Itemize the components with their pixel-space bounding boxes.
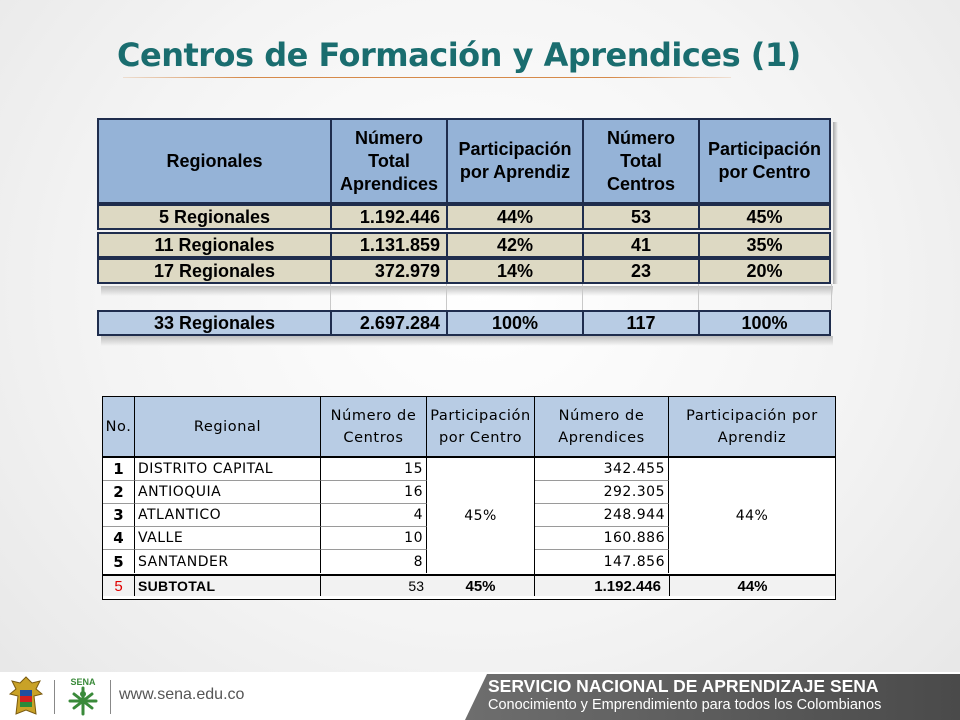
detail-header-cell: Participación por Centro xyxy=(427,397,535,458)
summary-cell: 53 xyxy=(582,204,700,230)
detail-no: 5 xyxy=(103,550,135,573)
summary-cell: 44% xyxy=(446,204,584,230)
summary-row xyxy=(97,232,833,258)
detail-subtotal-part-centro: 45% xyxy=(427,574,535,596)
detail-centros: 16 xyxy=(321,481,427,504)
org-tagline: Conocimiento y Emprendimiento para todos los Colombianos xyxy=(488,697,882,713)
summary-total-cell: 100% xyxy=(698,310,831,336)
summary-header-row xyxy=(97,118,833,204)
summary-header-cell: Participación por Aprendiz xyxy=(446,118,584,204)
detail-subtotal-label: SUBTOTAL xyxy=(135,574,321,596)
detail-centros: 15 xyxy=(321,458,427,481)
summary-cell: 5 Regionales xyxy=(97,204,332,230)
sena-logo-text: SENA xyxy=(70,677,96,687)
regional-detail-table xyxy=(102,396,836,600)
summary-cell: 1.131.859 xyxy=(330,232,448,258)
detail-aprendices: 160.886 xyxy=(535,527,669,550)
detail-aprendices: 248.944 xyxy=(535,504,669,527)
summary-total-cell: 100% xyxy=(446,310,584,336)
summary-total-cell: 2.697.284 xyxy=(330,310,448,336)
summary-cell: 11 Regionales xyxy=(97,232,332,258)
summary-total-cell: 33 Regionales xyxy=(97,310,332,336)
footer-bar xyxy=(0,672,960,720)
detail-no: 4 xyxy=(103,527,135,550)
detail-aprendices: 292.305 xyxy=(535,481,669,504)
summary-total-cell: 117 xyxy=(582,310,700,336)
detail-subtotal-part-aprendiz: 44% xyxy=(669,574,835,596)
sena-website-link[interactable]: www.sena.edu.co xyxy=(119,686,245,703)
summary-header-cell: Regionales xyxy=(97,118,332,204)
detail-centros: 10 xyxy=(321,527,427,550)
detail-no: 3 xyxy=(103,504,135,527)
detail-header-cell: Participación por Aprendiz xyxy=(669,397,835,458)
detail-participacion-aprendiz: 44% xyxy=(735,508,769,524)
summary-cell: 14% xyxy=(446,258,584,284)
detail-regional: SANTANDER xyxy=(135,550,321,573)
detail-subtotal-aprendices: 1.192.446 xyxy=(535,574,669,596)
detail-subtotal-no: 5 xyxy=(103,574,135,596)
detail-aprendices: 342.455 xyxy=(535,458,669,481)
detail-aprendices: 147.856 xyxy=(535,550,669,573)
summary-cell: 17 Regionales xyxy=(97,258,332,284)
detail-regional: ATLANTICO xyxy=(135,504,321,527)
summary-row xyxy=(97,258,833,284)
summary-cell: 45% xyxy=(698,204,831,230)
title-underline xyxy=(123,77,731,78)
sena-logo-icon xyxy=(60,674,106,718)
summary-cell: 35% xyxy=(698,232,831,258)
summary-cell: 41 xyxy=(582,232,700,258)
detail-centros: 4 xyxy=(321,504,427,527)
detail-header-cell: Número de Centros xyxy=(321,397,427,458)
summary-cell: 1.192.446 xyxy=(330,204,448,230)
detail-regional: VALLE xyxy=(135,527,321,550)
summary-header-cell: Número Total Centros xyxy=(582,118,700,204)
detail-regional: ANTIOQUIA xyxy=(135,481,321,504)
summary-total-row xyxy=(97,310,833,336)
summary-cell: 42% xyxy=(446,232,584,258)
org-name: SERVICIO NACIONAL DE APRENDIZAJE SENA xyxy=(488,676,879,696)
summary-cell: 20% xyxy=(698,258,831,284)
summary-row xyxy=(97,204,833,230)
summary-header-cell: Número Total Aprendices xyxy=(330,118,448,204)
detail-subtotal-centros: 53 xyxy=(321,574,427,596)
slide-title: Centros de Formación y Aprendices (1) xyxy=(117,36,801,74)
detail-header-cell: Número de Aprendices xyxy=(535,397,669,458)
detail-header-cell: Regional xyxy=(135,397,321,458)
summary-cell: 23 xyxy=(582,258,700,284)
colombia-coat-of-arms-icon xyxy=(6,674,46,718)
detail-no: 1 xyxy=(103,458,135,481)
summary-header-cell: Participación por Centro xyxy=(698,118,831,204)
summary-cell: 372.979 xyxy=(330,258,448,284)
detail-header-cell: No. xyxy=(103,397,135,458)
detail-no: 2 xyxy=(103,481,135,504)
detail-participacion-centro: 45% xyxy=(427,458,535,574)
detail-centros: 8 xyxy=(321,550,427,573)
detail-regional: DISTRITO CAPITAL xyxy=(135,458,321,481)
